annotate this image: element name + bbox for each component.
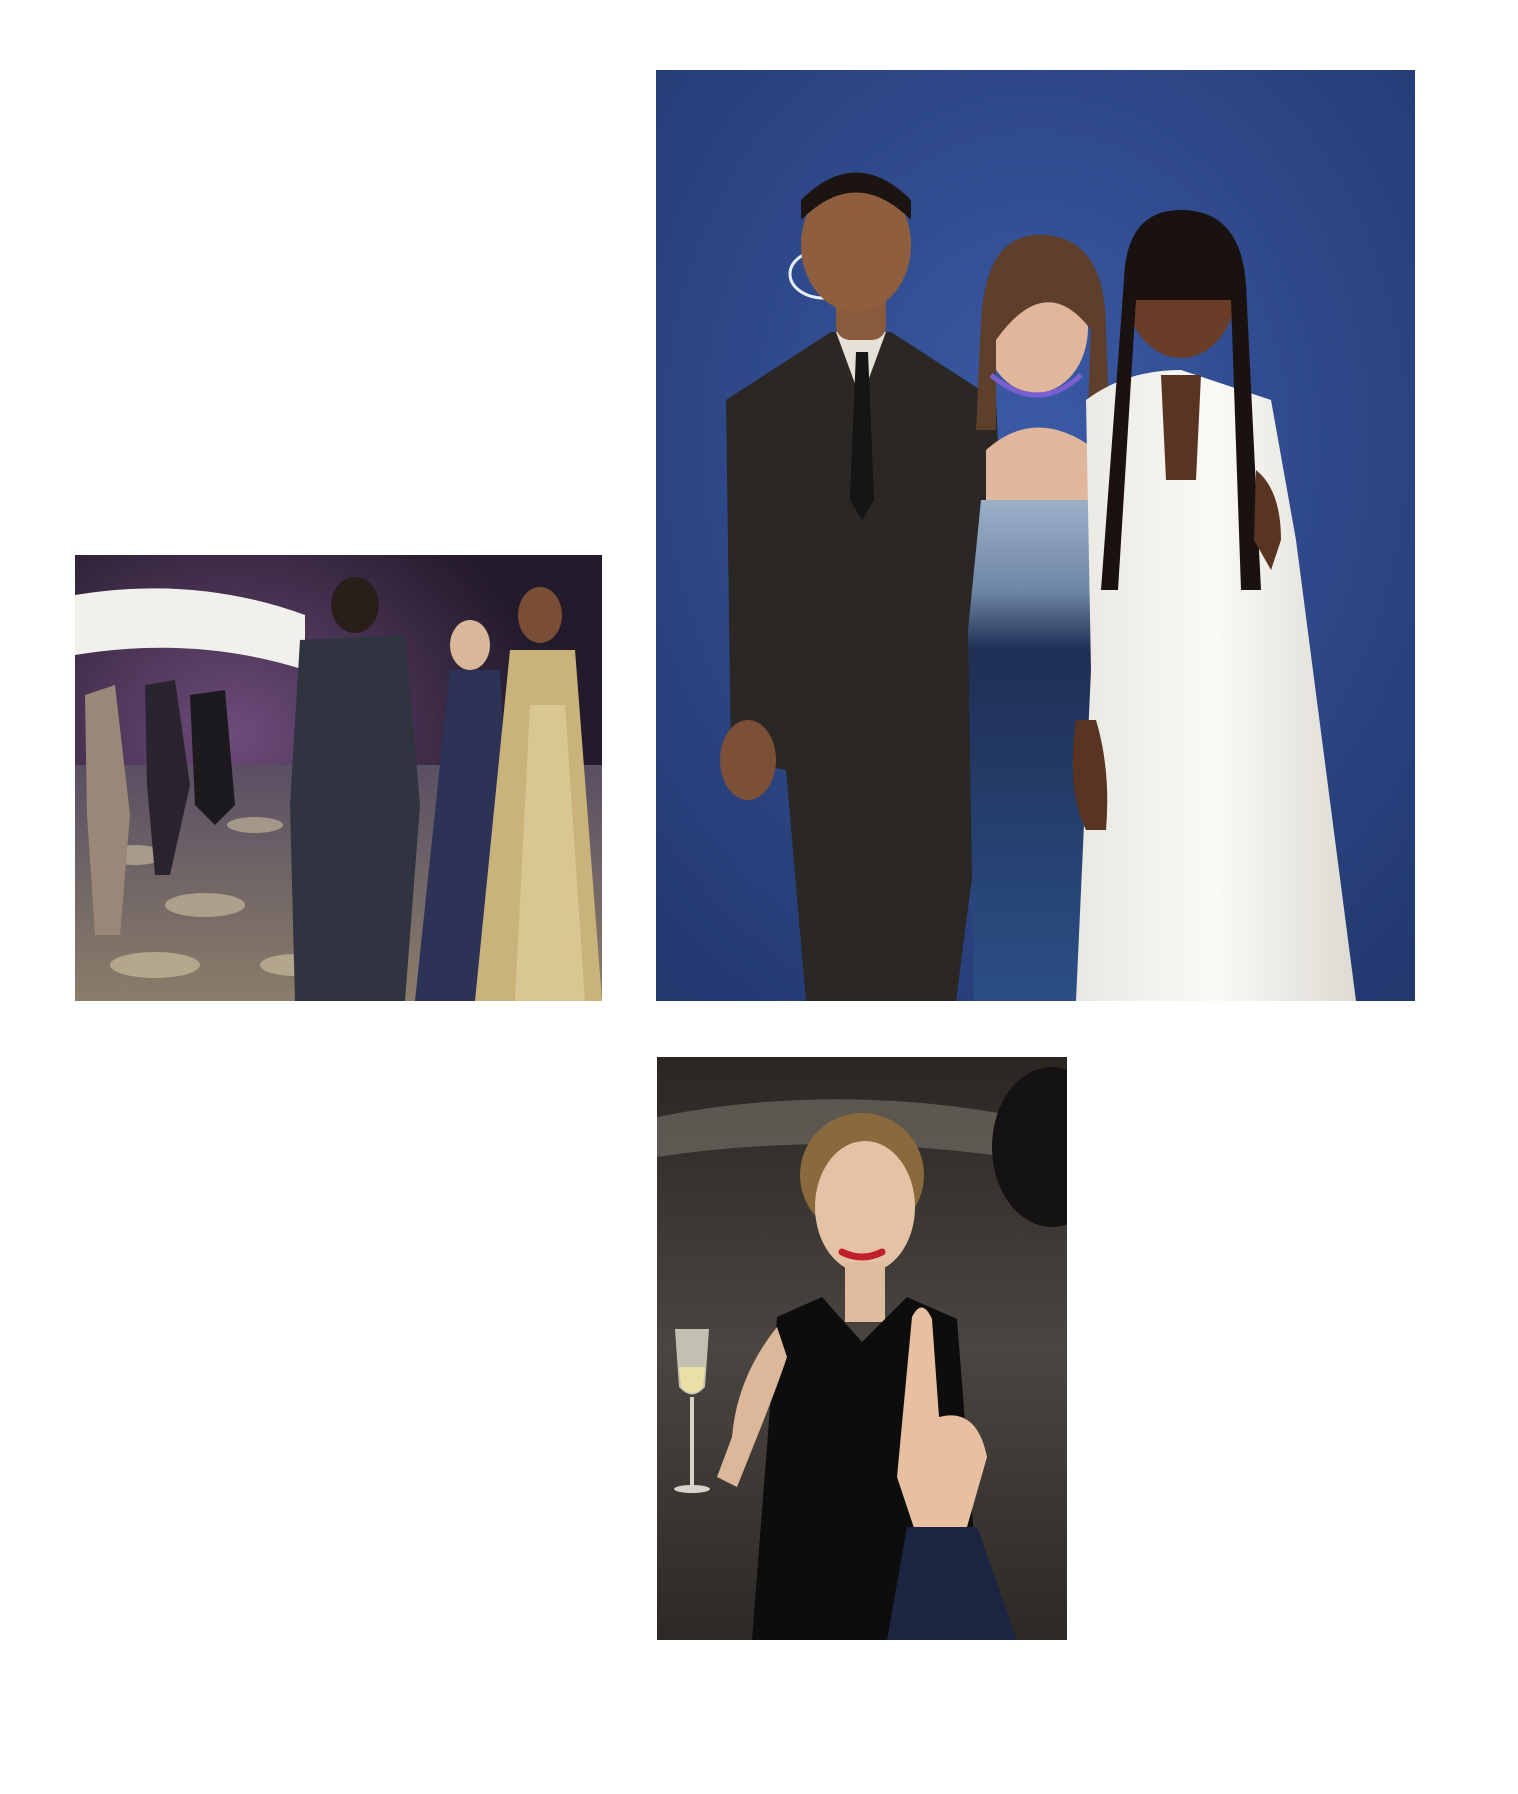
- photo-brie-larson: [657, 1057, 1067, 1640]
- photo-trio-illustration: [656, 70, 1415, 1001]
- photo-party-illustration: [75, 555, 602, 1001]
- photo-brie-illustration: [657, 1057, 1067, 1640]
- photo-trio-gala: [656, 70, 1415, 1001]
- photo-trophy-gala-party: [75, 555, 602, 1001]
